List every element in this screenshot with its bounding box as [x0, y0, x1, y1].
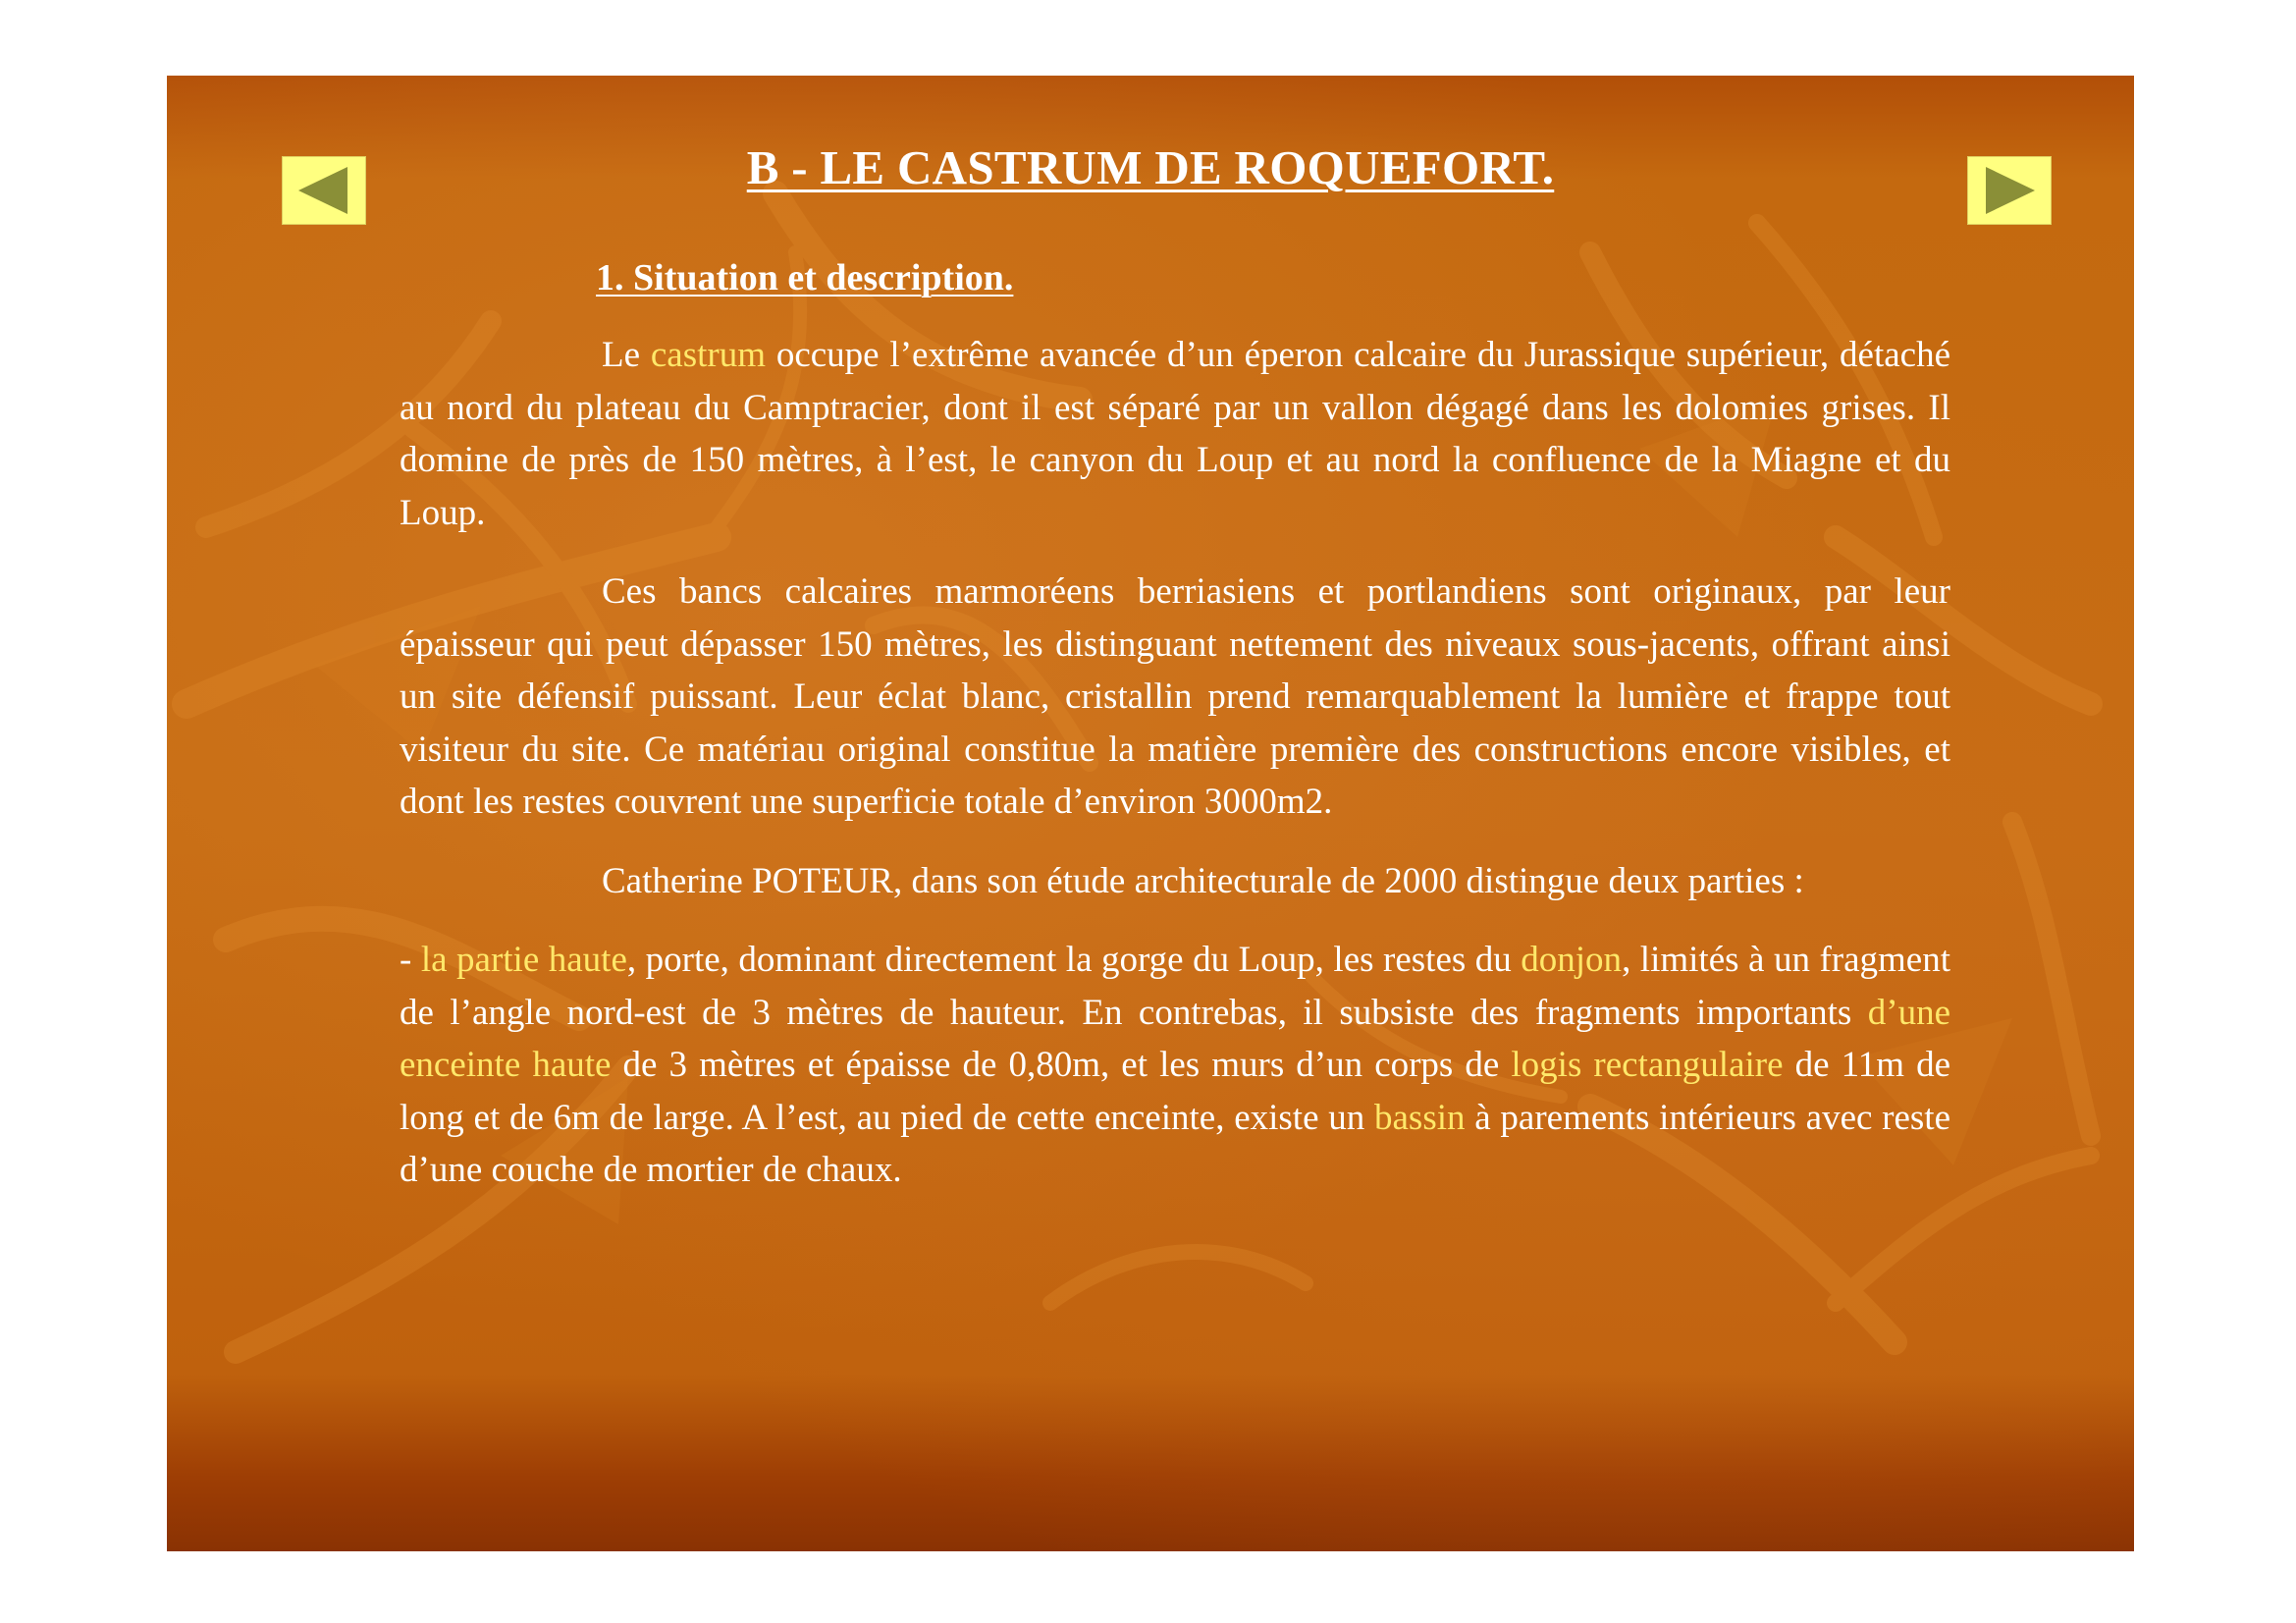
paragraph-situation	[400, 329, 1950, 539]
paragraph-geology: Ces bancs calcaires marmoréens berriasiens et portlandiens sont originaux, par leur épaisseur qui peut dépasser 150 mètres, les distinguant nettement des niveaux sous-jacents, offrant ainsi un site défensif puissant. Leur éclat blanc, cristallin prend remarquablement la lumière et frappe tout visiteur du site. Ce matériau original constitue la matière première des constructions encore visibles, et dont les restes couvrent une superficie totale d’environ 3000m2.	[400, 571, 1950, 822]
highlight-partie-haute: la partie haute	[420, 940, 627, 980]
highlight-castrum: castrum	[650, 335, 766, 375]
slide-body	[400, 329, 1950, 1223]
highlight-donjon: donjon	[1521, 940, 1623, 980]
highlight-enceinte-haute: d’une enceinte haute	[400, 992, 1950, 1085]
text-run: de 3 mètres et épaisse de 0,80m, et les murs d’un corps de	[611, 1045, 1512, 1085]
slide	[167, 76, 2134, 1551]
paragraph-partie-haute	[400, 934, 1950, 1197]
highlight-bassin: bassin	[1374, 1097, 1466, 1138]
section-subtitle: 1. Situation et description.	[596, 257, 1014, 298]
paragraph-poteur: Catherine POTEUR, dans son étude architecturale de 2000 distingue deux parties :	[602, 860, 1804, 901]
slide-title: B - LE CASTRUM DE ROQUEFORT.	[746, 140, 1555, 194]
text-run: , porte, dominant directement la gorge du Loup, les restes du	[626, 940, 1522, 980]
text-run: à parements intérieurs avec reste d’une couche de mortier de chaux.	[400, 1097, 1951, 1190]
text-run: de 11m de long et de 6m de large. A l’est, au pied de cette enceinte, existe un	[400, 1045, 1950, 1138]
highlight-logis-rectangulaire: logis rectangulaire	[1511, 1045, 1784, 1085]
text-run: , limités à un fragment de l’angle nord-est de 3 mètres de hauteur. En contrebas, il subsiste des fragments importants	[400, 940, 1950, 1033]
text-run: Le	[602, 335, 651, 375]
text-run: -	[400, 940, 421, 980]
text-run: occupe l’extrême avancée d’un éperon calcaire du Jurassique supérieur, détaché au nord du plateau du Camptracier, dont il est séparé par un vallon dégagé dans les dolomies grises. Il domine de près de 150 mètres, à l’est, le canyon du Loup et au nord la confluence de la Miagne et du Loup.	[400, 335, 1950, 533]
